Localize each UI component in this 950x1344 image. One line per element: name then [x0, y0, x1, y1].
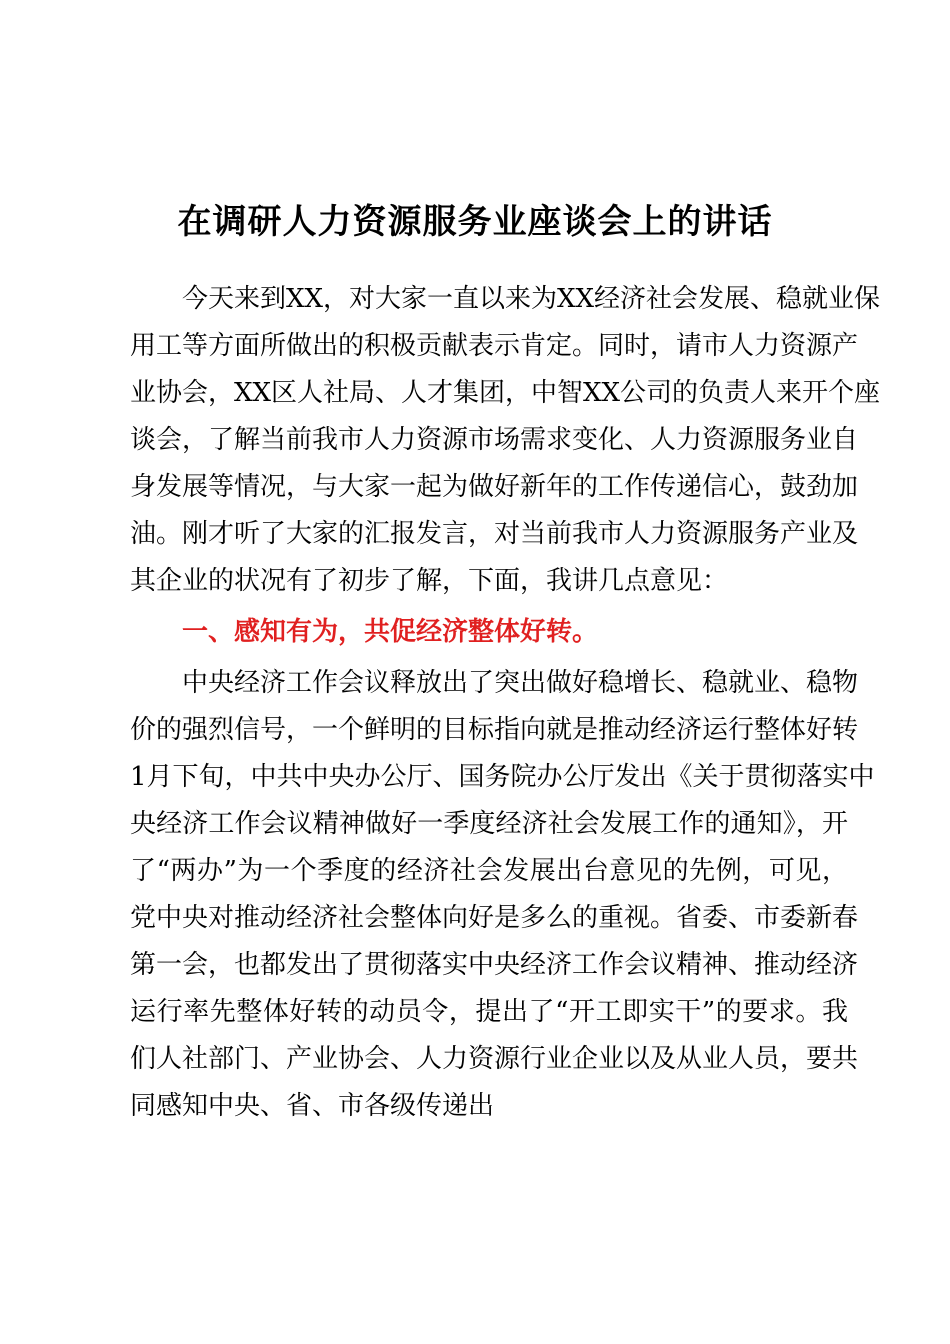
paragraph-section-one: [130, 660, 875, 1130]
text-line: 第一会，也都发出了贯彻落实中央经济工作会议精神、推动经济: [130, 950, 859, 980]
text-line: 业协会，XX区人社局、人才集团，中智XX公司的负责人来开个座: [130, 378, 881, 408]
text-line: 今天来到XX，对大家一直以来为XX经济社会发展、稳就业保: [182, 284, 881, 314]
text-line: 用工等方面所做出的积极贡献表示肯定。同时，请市人力资源产: [130, 331, 859, 361]
paragraph-intro: [130, 276, 881, 605]
text-line: 党中央对推动经济社会整体向好是多么的重视。省委、市委新春: [130, 903, 859, 933]
text-line: 央经济工作会议精神做好一季度经济社会发展工作的通知》，开: [130, 809, 848, 839]
text-line: 谈会，了解当前我市人力资源市场需求变化、人力资源服务业自: [130, 425, 859, 455]
text-line: 其企业的状况有了初步了解，下面，我讲几点意见：: [130, 566, 729, 596]
text-line: 了“两办”为一个季度的经济社会发展出台意见的先例，可见，: [130, 856, 848, 886]
text-line: 价的强烈信号，一个鲜明的目标指向就是推动经济运行整体好转: [130, 715, 859, 745]
text-line: 运行率先整体好转的动员令，提出了“开工即实干”的要求。我: [130, 997, 848, 1027]
text-line: 1月下旬，中共中央办公厅、国务院办公厅发出《关于贯彻落实中: [130, 762, 875, 792]
text-line: 同感知中央、省、市各级传递出: [130, 1091, 495, 1121]
section-heading: 一、感知有为，共促经济整体好转。: [182, 617, 599, 647]
text-line: 身发展等情况，与大家一起为做好新年的工作传递信心，鼓劲加: [130, 472, 859, 502]
document-title: 在调研人力资源服务业座谈会上的讲话: [177, 202, 773, 242]
text-line: 油。刚才听了大家的汇报发言，对当前我市人力资源服务产业及: [130, 519, 859, 549]
text-line: 们人社部门、产业协会、人力资源行业企业以及从业人员，要共: [130, 1044, 859, 1074]
text-line: 中央经济工作会议释放出了突出做好稳增长、稳就业、稳物: [182, 668, 859, 698]
document-body: [130, 276, 881, 1130]
